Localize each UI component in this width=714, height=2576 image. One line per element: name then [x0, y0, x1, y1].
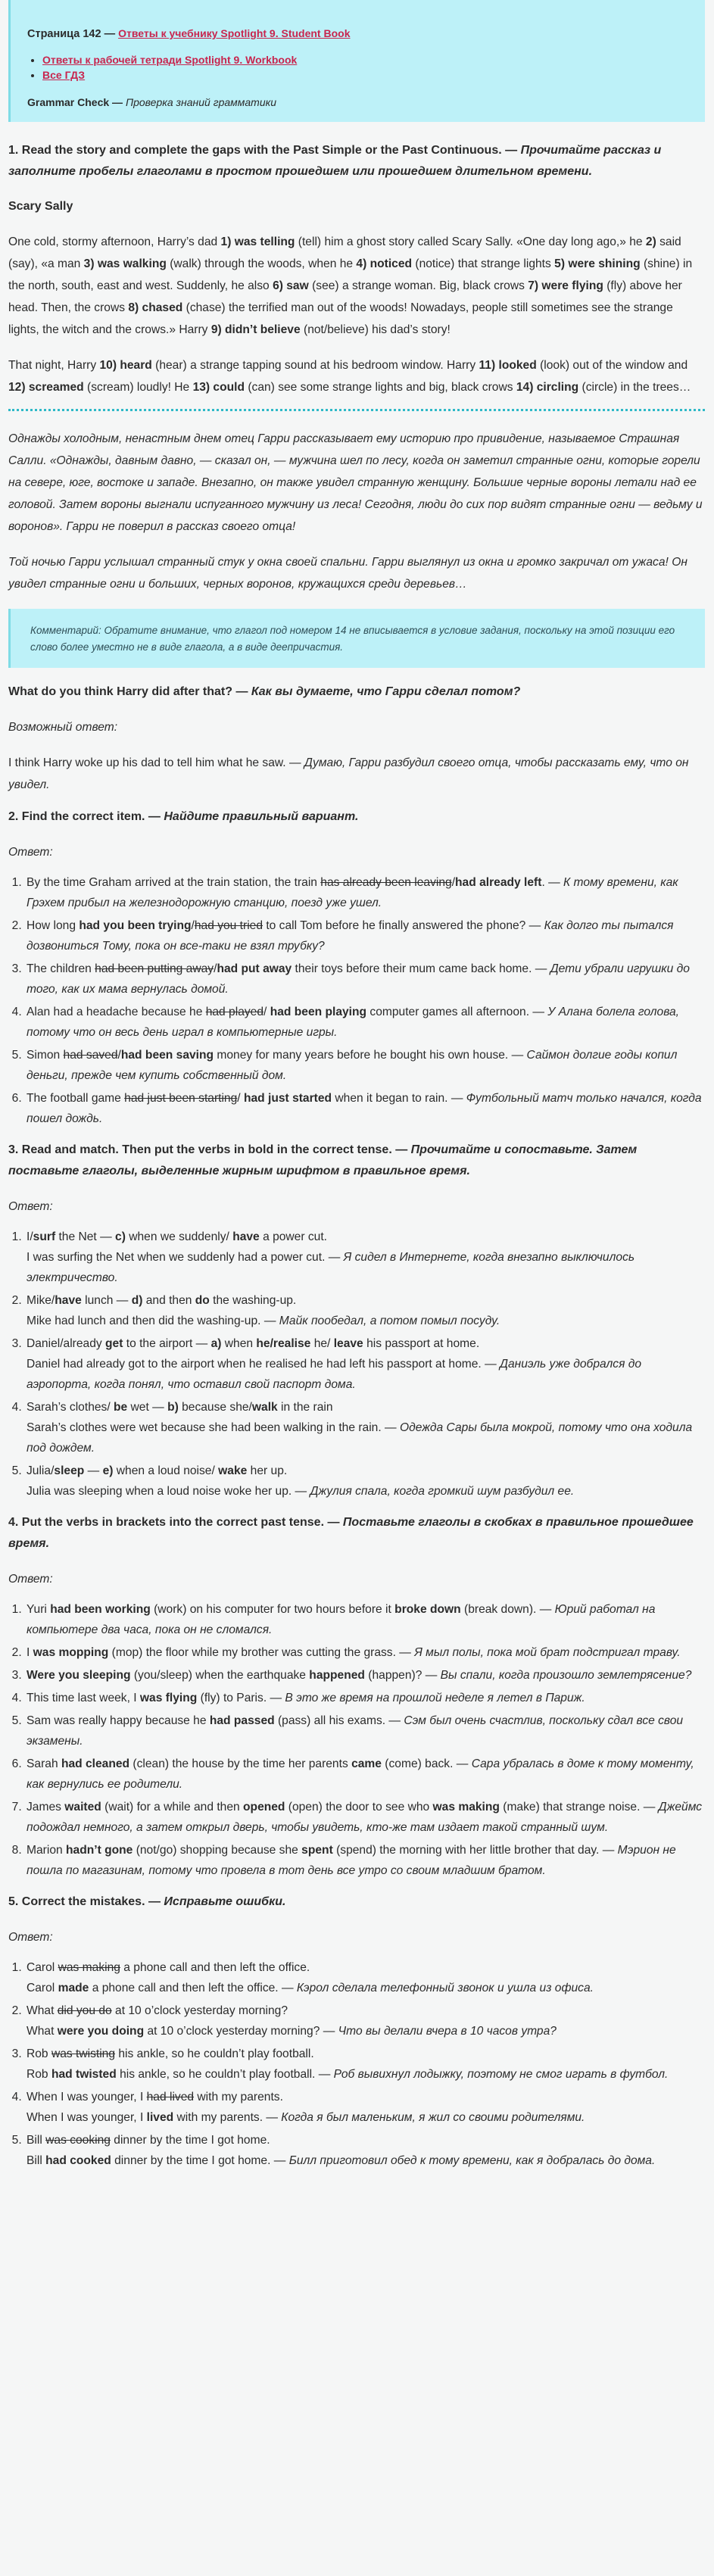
page-line — [27, 27, 687, 40]
translation-paragraph-1: Однажды холодным, ненастным днем отец Гарри рассказывает ему историю про привидение, называемое Страшная Салли. «Однажды, давным давно, — сказал он, — мужчина шел по лесу, когда он заметил странные огни, которые горели на севере, юге, востоке и западе. Внезапно, он также увидел странную женщину. Большие черные вороны летали над ее головой. Затем вороны выгнали испуганного мужчину из леса! Сегодня, люди до сих пор видят странные огни — ведьму и воронов». Гарри не поверил в рассказ своего отца! — [8, 432, 703, 533]
section-5-list — [8, 1957, 705, 2171]
section-2 — [8, 806, 705, 1129]
link-item — [42, 69, 687, 81]
list-item: 2. What did you do at 10 o’clock yesterday morning? What were you doing at 10 o’clock yesterday morning? — Что вы делали вчера в 10 часов утра? — [25, 2001, 705, 2041]
section-1 — [8, 140, 705, 796]
list-item: 1. Yuri had been working (work) on his computer for two hours before it broke down (break down). — Юрий работал на компьютере два часа, пока он не сломался. — [25, 1599, 705, 1640]
content — [8, 140, 705, 2171]
list-item: 1. By the time Graham arrived at the train station, the train has already been leaving/had already left. — К тому времени, как Грэхем прибыл на железнодорожную станцию, поезд уже ушел. — [25, 872, 705, 913]
list-item: 5. Sam was really happy because he had passed (pass) all his exams. — Сэм был очень счастлив, поскольку сдал все свои экзамены. — [25, 1711, 705, 1751]
list-item: 7. James waited (wait) for a while and then opened (open) the door to see who was making (make) that strange noise. — Джеймс подождал немного, а затем открыл дверь, чтобы увидеть, кто-же там издает такой странный шум. — [25, 1797, 705, 1838]
grammar-check-ru: Проверка знаний грамматики — [125, 96, 276, 108]
list-item: 5. Julia/sleep — e) when a loud noise/ wake her up. Julia was sleeping when a loud noise woke her up. — Джулия спала, когда громкий шум разбудил ее. — [25, 1461, 705, 1502]
list-item: 4. This time last week, I was flying (fly) to Paris. — В это же время на прошлой неделе я летел в Париж. — [25, 1688, 705, 1708]
list-item: 1. I/surf the Net — c) when we suddenly/ have a power cut. I was surfing the Net when we suddenly had a power cut. — Я сидел в Интернете, когда внезапно выключилось электричество. — [25, 1227, 705, 1288]
answer-label: Ответ: — [8, 1200, 53, 1213]
possible-answer: I think Harry woke up his dad to tell him what he saw. — Думаю, Гарри разбудил своего отца, чтобы рассказать ему, что он увидел. — [8, 756, 689, 791]
all-gdz-link[interactable]: Все ГДЗ — [42, 69, 86, 81]
section-5 — [8, 1891, 705, 2171]
grammar-check-en: Grammar Check — — [27, 96, 126, 108]
dotted-divider — [8, 409, 705, 411]
section-5-title: 5. Correct the mistakes. — Исправьте ошибки. — [8, 1895, 286, 1908]
grammar-check — [27, 96, 687, 108]
list-item: 3. Rob was twisting his ankle, so he couldn’t play football. Rob had twisted his ankle, so he couldn’t play football. — Роб вывихнул лодыжку, поэтому не смог играть в футбол. — [25, 2044, 705, 2085]
list-item: 6. The football game had just been starting/ had just started when it began to rain. — Футбольный матч только начался, когда пошел дождь. — [25, 1088, 705, 1129]
list-item: 2. How long had you been trying/had you tried to call Tom before he finally answered the phone? — Как долго ты пытался дозвониться Тому, пока он все-таки не взял трубку? — [25, 915, 705, 956]
list-item: 2. Mike/have lunch — d) and then do the washing-up. Mike had lunch and then did the washing-up. — Майк пообедал, а потом помыл посуду. — [25, 1290, 705, 1331]
workbook-link[interactable]: Ответы к рабочей тетради Spotlight 9. Workbook — [42, 54, 298, 66]
section-4 — [8, 1512, 705, 1881]
list-item: 5. Bill was cooking dinner by the time I got home. Bill had cooked dinner by the time I got home. — Билл приготовил обед к тому времени, как я добралась до дома. — [25, 2130, 705, 2171]
page-prefix: Страница 142 — — [27, 28, 119, 40]
header-box — [8, 0, 705, 122]
list-item: 4. When I was younger, I had lived with my parents. When I was younger, I lived with my parents. — Когда я был маленьким, я жил со своими родителями. — [25, 2087, 705, 2128]
list-item: 4. Alan had a headache because he had played/ had been playing computer games all afternoon. — У Алана болела голова, потому что он весь день играл в компьютерные игры. — [25, 1002, 705, 1043]
link-item — [42, 54, 687, 66]
student-book-link[interactable]: Ответы к учебнику Spotlight 9. Student Book — [118, 27, 351, 39]
story-paragraph-2: That night, Harry 10) heard (hear) a strange tapping sound at his bedroom window. Harry 11) looked (look) out of the window and 12) screamed (scream) loudly! He 13) could (can) see some strange lights and big, black crows 14) circling (circle) in the trees… — [8, 359, 691, 394]
story-title: Scary Sally — [8, 200, 73, 213]
comment-box: Комментарий: Обратите внимание, что глагол под номером 14 не вписывается в условие задания, поскольку на этой позиции его слово более уместно не в виде глагола, а в виде деепричастия. — [8, 609, 705, 668]
question-title: What do you think Harry did after that? — Как вы думаете, что Гарри сделал потом? — [8, 685, 521, 698]
translation-paragraph-2: Той ночью Гарри услышал странный стук у окна своей спальни. Гарри выглянул из окна и громко закричал от ужаса! Он увидел странные огни и больших, черных воронов, кружащихся среди деревьев… — [8, 556, 687, 591]
list-item: 1. Carol was making a phone call and then left the office. Carol made a phone call and then left the office. — Кэрол сделала телефонный звонок и ушла из офиса. — [25, 1957, 705, 1998]
section-3-title: 3. Read and match. Then put the verbs in bold in the correct tense. — Прочитайте и сопоставьте. Затем поставьте глаголы, выделенные жирным шрифтом в правильное время. — [8, 1143, 638, 1177]
section-1-title: 1. Read the story and complete the gaps with the Past Simple or the Past Continuous. — Прочитайте рассказ и заполните пробелы глаголами в простом прошедшем или прошедшем длительном времени. — [8, 144, 662, 178]
list-item: 4. Sarah’s clothes/ be wet — b) because she/walk in the rain Sarah’s clothes were wet because she had been walking in the rain. — Одежда Сары была мокрой, потому что она ходила под дождем. — [25, 1397, 705, 1458]
answer-label: Ответ: — [8, 846, 53, 859]
list-item: 3. The children had been putting away/had put away their toys before their mum came back home. — Дети убрали игрушки до того, как их мама вернулась домой. — [25, 959, 705, 1000]
links-list — [27, 54, 687, 81]
section-3-list — [8, 1227, 705, 1502]
list-item: 6. Sarah had cleaned (clean) the house by the time her parents came (come) back. — Сара убралась в доме к тому моменту, как вернулись ее родители. — [25, 1754, 705, 1795]
section-2-list — [8, 872, 705, 1129]
list-item: 3. Daniel/already get to the airport — a) when he/realise he/ leave his passport at home. Daniel had already got to the airport when he realised he had left his passport at home. — Даниэль уже добрался до аэропорта, когда понял, что оставил свой паспорт дома. — [25, 1333, 705, 1395]
list-item: 8. Marion hadn’t gone (not/go) shopping because she spent (spend) the morning with her little brother that day. — Мэрион не пошла по магазинам, потому что провела в тот день все утро со своим младшим братом. — [25, 1840, 705, 1881]
list-item: 3. Were you sleeping (you/sleep) when the earthquake happened (happen)? — Вы спали, когда произошло землетрясение? — [25, 1665, 705, 1686]
list-item: 5. Simon had saved/had been saving money for many years before he bought his own house. — Саймон долгие годы копил деньги, прежде чем купить собственный дом. — [25, 1045, 705, 1086]
section-2-title: 2. Find the correct item. — Найдите правильный вариант. — [8, 810, 359, 823]
possible-answer-label: Возможный ответ: — [8, 721, 118, 734]
section-4-list — [8, 1599, 705, 1881]
list-item: 2. I was mopping (mop) the floor while my brother was cutting the grass. — Я мыл полы, пока мой брат подстригал траву. — [25, 1642, 705, 1663]
section-3 — [8, 1140, 705, 1502]
answer-label: Ответ: — [8, 1931, 53, 1944]
answer-label: Ответ: — [8, 1573, 53, 1586]
story-paragraph-1: One cold, stormy afternoon, Harry’s dad 1) was telling (tell) him a ghost story called Scary Sally. «One day long ago,» he 2) said (say), «a man 3) was walking (walk) through the woods, when he 4) noticed (notice) that strange lights 5) were shining (shine) in the north, south, east and west. Suddenly, he also 6) saw (see) a strange woman. Big, black crows 7) were flying (fly) above her head. Then, the crows 8) chased (chase) the terrified man out of the woods! Nowadays, people still sometimes see the strange lights, the witch and the crows.» Harry 9) didn’t believe (not/believe) his dad’s story! — [8, 235, 693, 336]
section-4-title: 4. Put the verbs in brackets into the correct past tense. — Поставьте глаголы в скобках в правильное прошедшее время. — [8, 1516, 694, 1550]
